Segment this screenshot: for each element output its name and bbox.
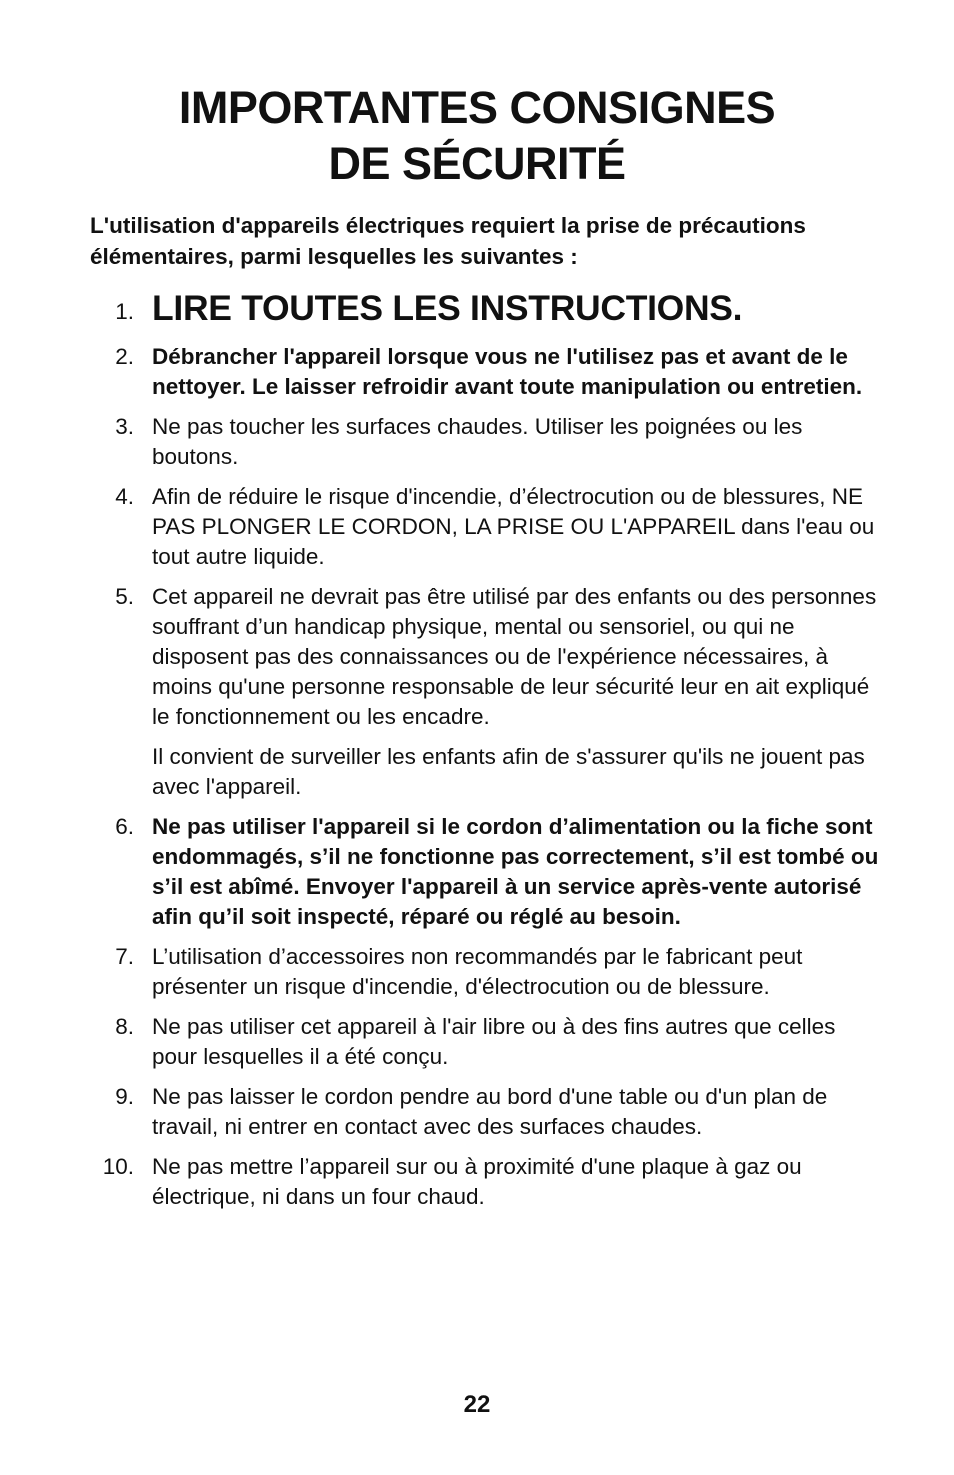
list-item-text: Ne pas utiliser cet appareil à l'air libre ou à des fins autres que celles pour lesquelles il a été conçu. <box>152 1014 836 1069</box>
list-item-number: 5. <box>115 584 134 609</box>
list-item-body <box>152 1012 880 1072</box>
list-item-number: 8. <box>115 1014 134 1039</box>
page-title-line-1: IMPORTANTES CONSIGNES <box>178 82 776 133</box>
list-item <box>90 942 880 1002</box>
list-item-body <box>152 942 880 1002</box>
list-item <box>90 284 880 332</box>
safety-list <box>90 284 880 1222</box>
list-item-number: 2. <box>115 344 134 369</box>
list-item-body <box>152 1082 880 1142</box>
page-title-line-2: DE SÉCURITÉ <box>328 138 626 189</box>
list-item <box>90 342 880 402</box>
list-item-body <box>152 412 880 472</box>
list-item-number: 9. <box>115 1084 134 1109</box>
list-item-number: 10. <box>102 1154 134 1179</box>
list-item <box>90 482 880 572</box>
list-item-body <box>152 482 880 572</box>
list-item-text: Afin de réduire le risque d'incendie, d’électrocution ou de blessures, NE PAS PLONGER LE CORDON, LA PRISE OU L'APPAREIL dans l'eau ou tout autre liquide. <box>152 484 875 569</box>
list-item-text: Ne pas toucher les surfaces chaudes. Utiliser les poignées ou les boutons. <box>152 414 803 469</box>
list-item <box>90 812 880 932</box>
list-item-number: 1. <box>115 299 134 324</box>
list-item <box>90 1082 880 1142</box>
list-item-text: L’utilisation d’accessoires non recommandés par le fabricant peut présenter un risque d'incendie, d'électrocution ou de blessure. <box>152 944 803 999</box>
list-item-text: Débrancher l'appareil lorsque vous ne l'utilisez pas et avant de le nettoyer. Le laisser refroidir avant toute manipulation ou entretien. <box>152 344 863 399</box>
list-item-body <box>152 284 880 332</box>
list-item-text: Ne pas mettre l’appareil sur ou à proximité d'une plaque à gaz ou électrique, ni dans un four chaud. <box>152 1154 802 1209</box>
list-item-number: 6. <box>115 814 134 839</box>
list-item-text: Ne pas laisser le cordon pendre au bord d'une table ou d'un plan de travail, ni entrer en contact avec des surfaces chaudes. <box>152 1084 828 1139</box>
list-item-body <box>152 342 880 402</box>
list-item-text: Cet appareil ne devrait pas être utilisé par des enfants ou des personnes souffrant d’un handicap physique, mental ou sensoriel, ou qui ne disposent pas des connaissances ou de l'expérience nécessaires, à moins qu'une personne responsable de leur sécurité leur en ait expliqué le fonctionnement ou les encadre. <box>152 584 877 729</box>
list-item <box>90 412 880 472</box>
intro-paragraph: L'utilisation d'appareils électriques requiert la prise de précautions élémentaires, parmi lesquelles les suivantes : <box>90 213 806 269</box>
list-item-text: LIRE TOUTES LES INSTRUCTIONS. <box>152 288 743 328</box>
list-item-number: 3. <box>115 414 134 439</box>
list-item-number: 4. <box>115 484 134 509</box>
list-item-body <box>152 1152 880 1212</box>
list-item-body <box>152 812 880 932</box>
list-item-number: 7. <box>115 944 134 969</box>
page-title <box>0 80 954 192</box>
page-number: 22 <box>463 1391 491 1418</box>
list-item-text: Il convient de surveiller les enfants afin de s'assurer qu'ils ne jouent pas avec l'appareil. <box>152 744 865 799</box>
list-item <box>90 1152 880 1212</box>
list-item-body <box>152 582 880 802</box>
list-item <box>90 582 880 802</box>
list-item <box>90 1012 880 1072</box>
list-item-text: Ne pas utiliser l'appareil si le cordon d’alimentation ou la fiche sont endommagés, s’il ne fonctionne pas correctement, s’il est tombé ou s’il est abîmé. Envoyer l'appareil à un service après-vente autorisé afin qu’il soit inspecté, réparé ou réglé au besoin. <box>152 814 879 929</box>
